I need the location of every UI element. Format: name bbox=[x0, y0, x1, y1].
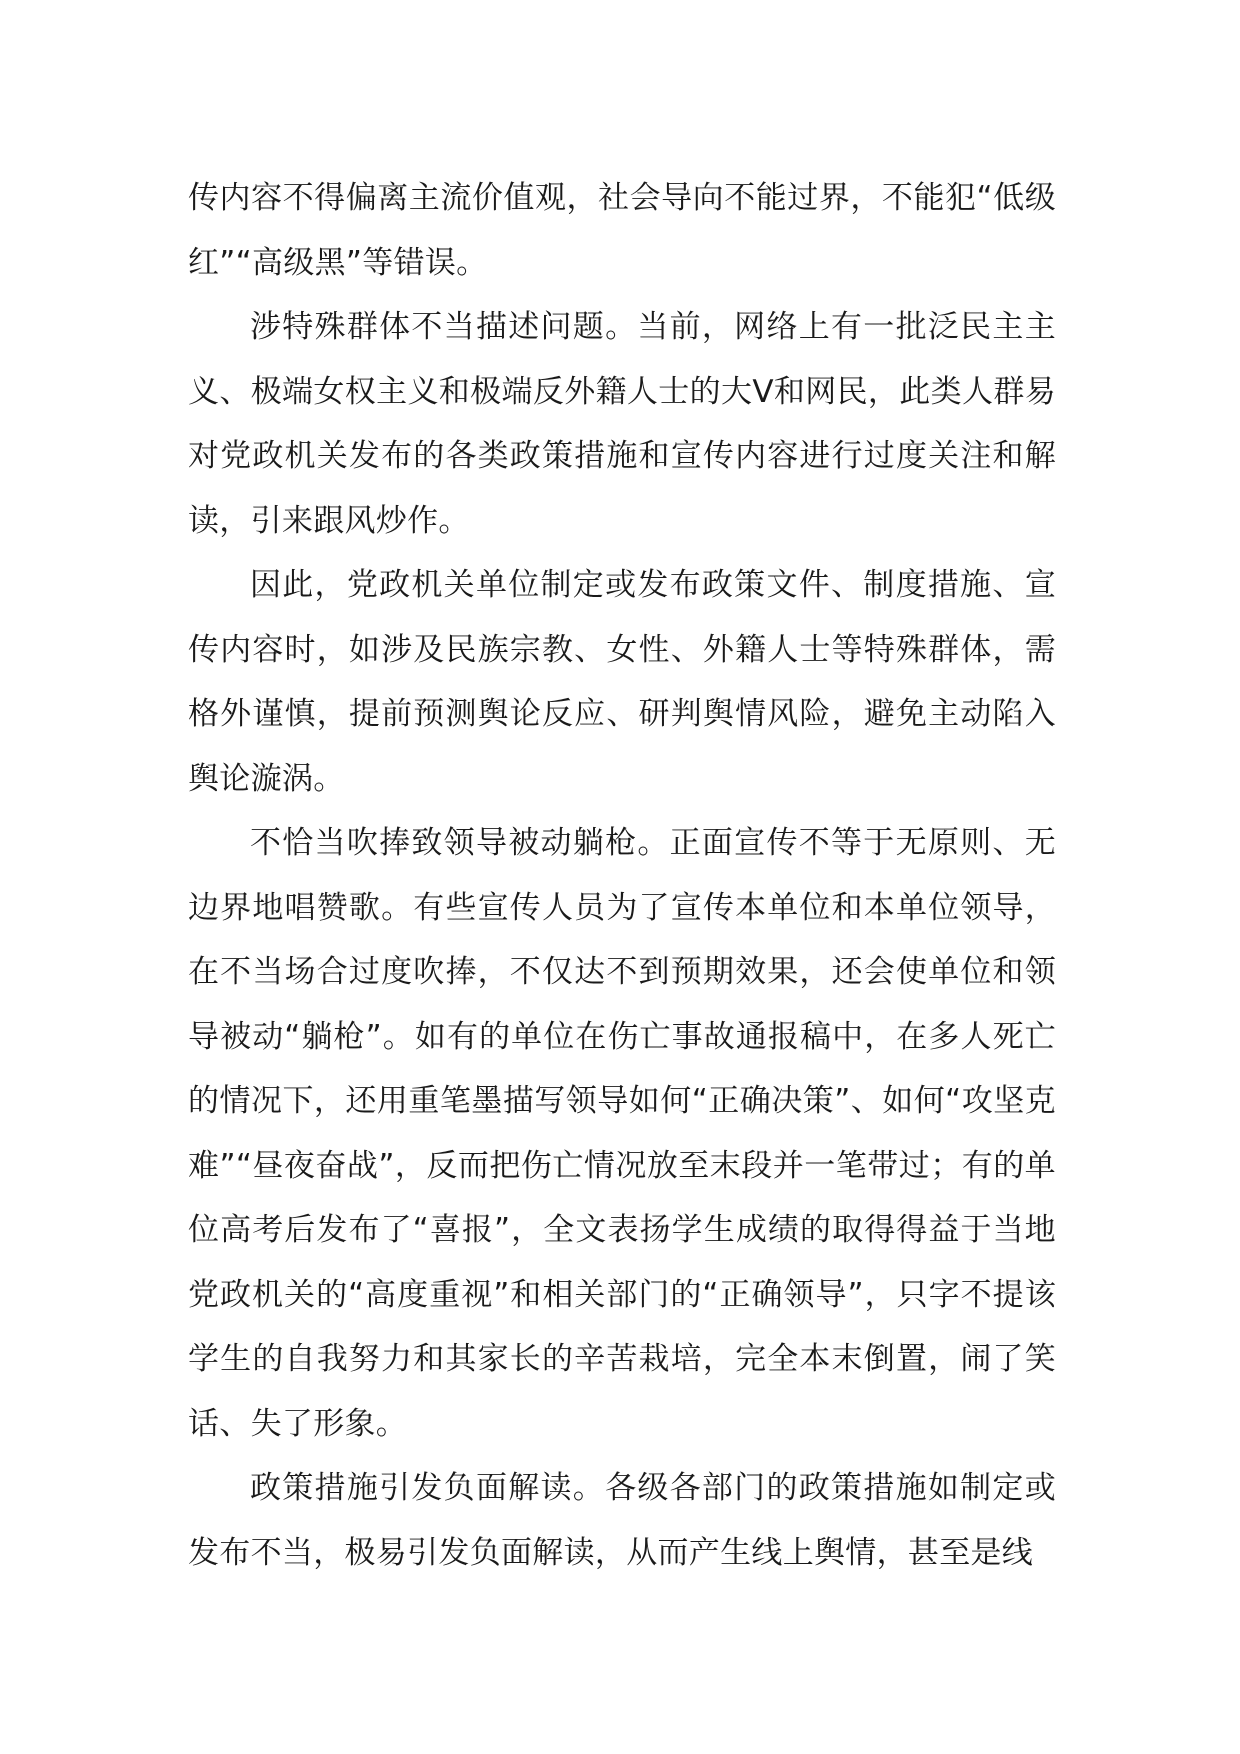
document-body bbox=[188, 166, 1056, 1585]
paragraph-flattery: 不恰当吹捧致领导被动躺枪。正面宣传不等于无原则、无边界地唱赞歌。有些宣传人员为了宣传本单位和本单位领导，在不当场合过度吹捧，不仅达不到预期效果，还会使单位和领导被动“躺枪”。如有的单位在伤亡事故通报稿中，在多人死亡的情况下，还用重笔墨描写领导如何“正确决策”、如何“攻坚克难”“昼夜奋战”，反而把伤亡情况放至末段并一笔带过；有的单位高考后发布了“喜报”，全文表扬学生成绩的取得得益于当地党政机关的“高度重视”和相关部门的“正确领导”，只字不提该学生的自我努力和其家长的辛苦栽培，完全本末倒置，闹了笑话、失了形象。 bbox=[188, 825, 1056, 1442]
paragraph-policy-measures: 政策措施引发负面解读。各级各部门的政策措施如制定或发布不当，极易引发负面解读，从而产生线上舆情，甚至是线 bbox=[188, 1470, 1056, 1571]
paragraph-special-groups: 涉特殊群体不当描述问题。当前，网络上有一批泛民主主义、极端女权主义和极端反外籍人士的大V和网民，此类人群易对党政机关发布的各类政策措施和宣传内容进行过度关注和解读，引来跟风炒作。 bbox=[188, 309, 1056, 539]
paragraph-continuation: 传内容不得偏离主流价值观，社会导向不能过界，不能犯“低级红”“高级黑”等错误。 bbox=[188, 180, 1056, 281]
paragraph-therefore: 因此，党政机关单位制定或发布政策文件、制度措施、宣传内容时，如涉及民族宗教、女性、外籍人士等特殊群体，需格外谨慎，提前预测舆论反应、研判舆情风险，避免主动陷入舆论漩涡。 bbox=[188, 567, 1056, 797]
